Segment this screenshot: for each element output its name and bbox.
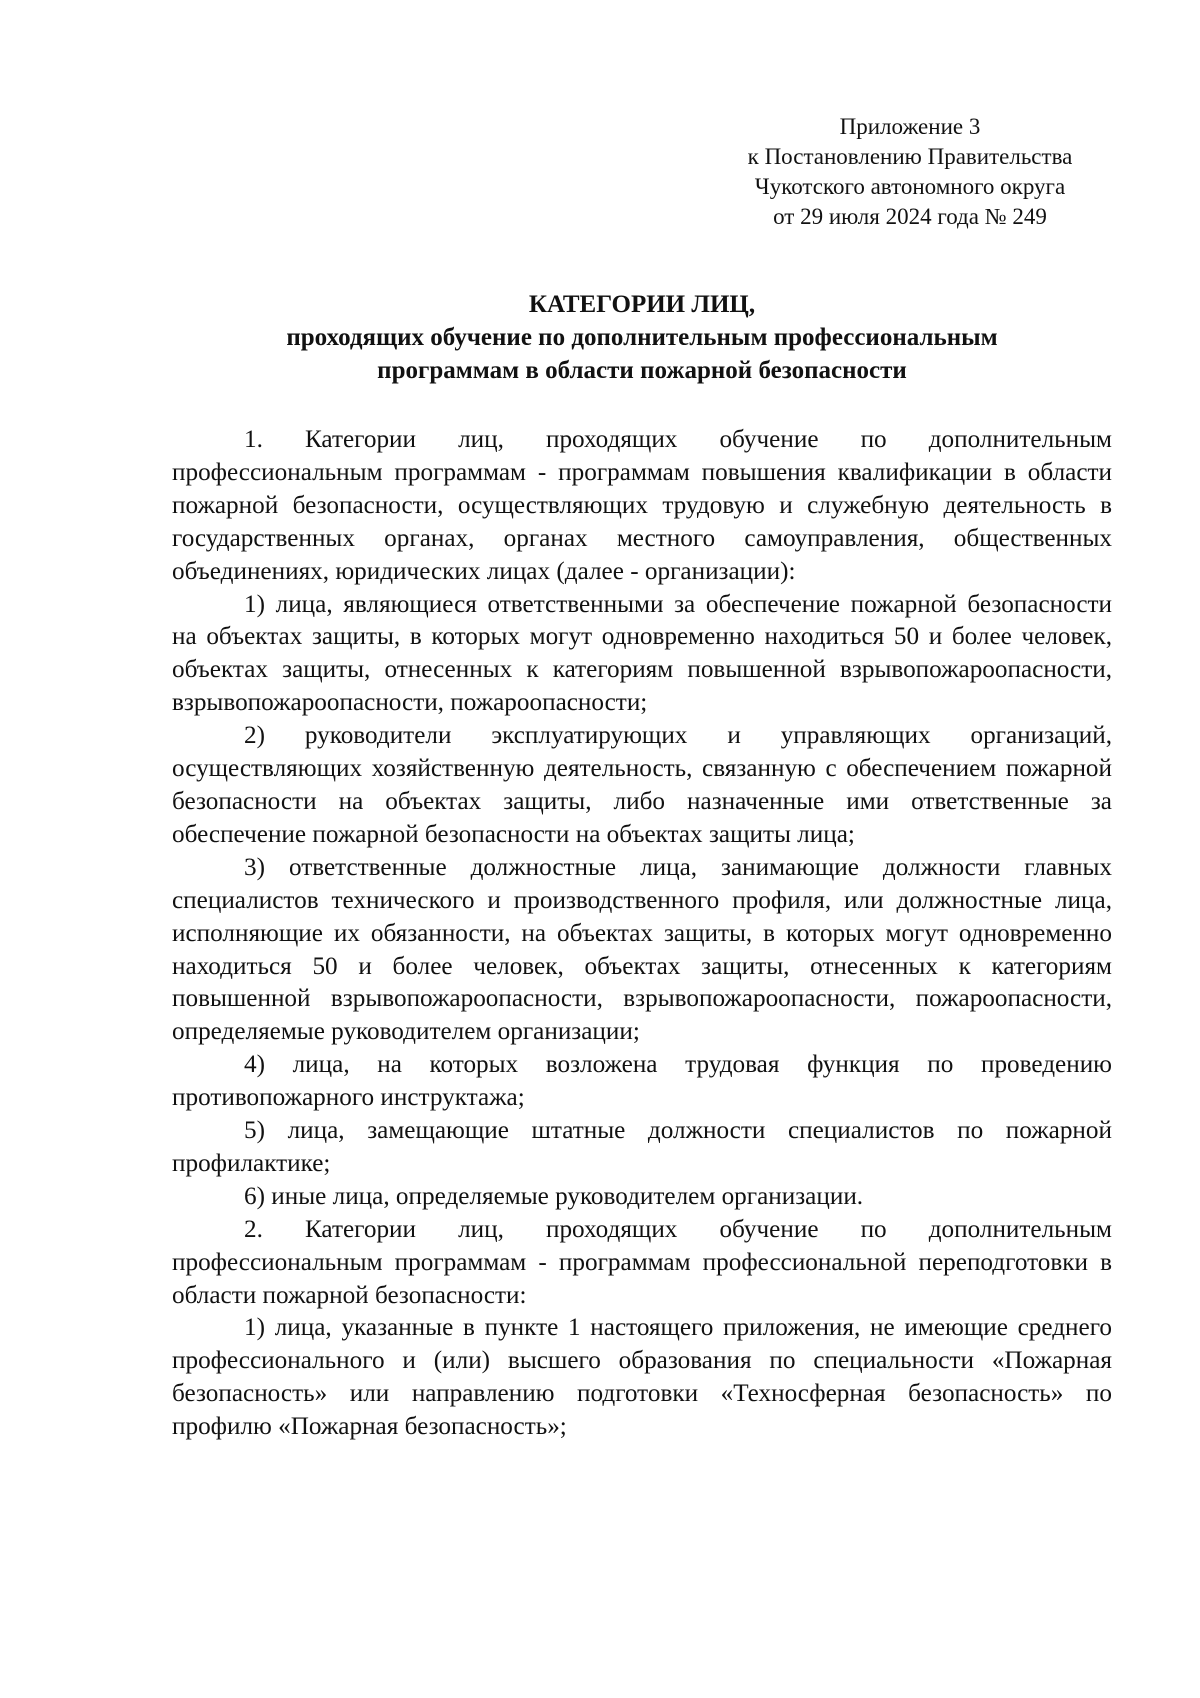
appendix-date-number: от 29 июля 2024 года № 249 <box>773 204 1047 229</box>
paragraph-item-2-1: 1) лица, указанные в пункте 1 настоящего приложения, не имеющие среднего профессионального и (или) высшего образования по специальности «Пожарная безопасность» или направлению подготовки «Техносферная безопасность» по профилю «Пожарная безопасность»; <box>172 1314 1112 1441</box>
document-title <box>172 288 1112 387</box>
paragraph-item-1-5: 5) лица, замещающие штатные должности специалистов по пожарной профилактике; <box>172 1117 1112 1177</box>
paragraph-section-1: 1. Категории лиц, проходящих обучение по дополнительным профессиональным программам - программам повышения квалификации в области пожарной безопасности, осуществляющих трудовую и служебную деятельность в государственных органах, органах местного самоуправления, общественных объединениях, юридических лицах (далее - организации): <box>172 426 1112 585</box>
paragraph-item-1-3: 3) ответственные должностные лица, занимающие должности главных специалистов технического и производственного профиля, или должностные лица, исполняющие их обязанности, на объектах защиты, в которых могут одновременно находиться 50 и более человек, объектах защиты, отнесенных к категориям повышенной взрывопожароопасности, взрывопожароопасности, пожароопасности, определяемые руководителем организации; <box>172 853 1112 1046</box>
document-body <box>172 424 1112 1444</box>
paragraph-item-1-1: 1) лица, являющиеся ответственными за обеспечение пожарной безопасности на объектах защиты, в которых могут одновременно находиться 50 и более человек, объектах защиты, отнесенных к категориям повышенной взрывопожароопасности, взрывопожароопасности, пожароопасности; <box>172 590 1112 717</box>
paragraph-item-1-2: 2) руководители эксплуатирующих и управляющих организаций, осуществляющих хозяйственную деятельность, связанную с обеспечением пожарной безопасности на объектах защиты, либо назначенные ими ответственные за обеспечение пожарной безопасности на объектах защиты лица; <box>172 722 1112 848</box>
title-main: КАТЕГОРИИ ЛИЦ, <box>528 291 756 318</box>
title-subtitle-line-2: программам в области пожарной безопасности <box>377 357 907 384</box>
appendix-region: Чукотского автономного округа <box>754 174 1066 199</box>
paragraph-item-1-4: 4) лица, на которых возложена трудовая функция по проведению противопожарного инструктажа; <box>172 1051 1112 1112</box>
appendix-header <box>730 112 1090 232</box>
paragraph-section-2: 2. Категории лиц, проходящих обучение по дополнительным профессиональным программам - программам профессиональной переподготовки в области пожарной безопасности: <box>172 1215 1112 1309</box>
appendix-reference: к Постановлению Правительства <box>747 144 1073 169</box>
appendix-number: Приложение 3 <box>839 114 981 139</box>
title-subtitle-line-1: проходящих обучение по дополнительным профессиональным <box>286 324 998 351</box>
paragraph-item-1-6: 6) иные лица, определяемые руководителем организации. <box>244 1182 864 1210</box>
